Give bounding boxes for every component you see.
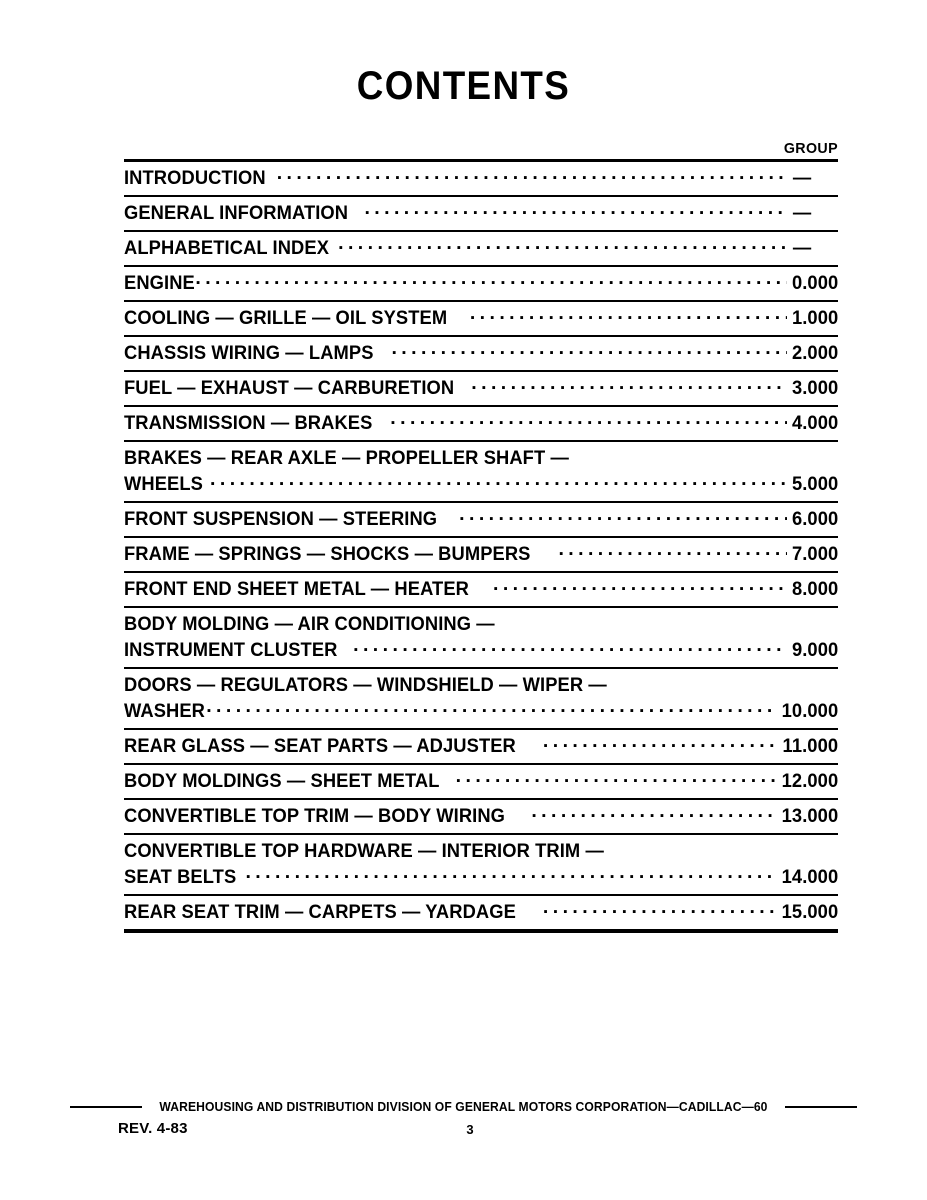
toc-entry-line (124, 376, 838, 401)
group-dash-marker: — (793, 237, 812, 259)
toc-entry-label: ALPHABETICAL INDEX (124, 237, 330, 259)
table-of-contents (124, 140, 838, 933)
toc-entry-line (124, 699, 838, 724)
toc-entry-line (124, 341, 838, 366)
group-number: 8.000 (791, 578, 838, 600)
toc-entry-label: BODY MOLDINGS — SHEET METAL (124, 770, 440, 792)
toc-row[interactable] (124, 372, 838, 405)
dot-leader (459, 507, 787, 525)
group-number: 6.000 (791, 508, 838, 530)
toc-row[interactable] (124, 407, 838, 440)
dot-leader (543, 734, 777, 752)
toc-entry-label: BODY MOLDING — AIR CONDITIONING — (124, 613, 495, 635)
toc-row[interactable] (124, 302, 838, 335)
footer-credit-text: WAREHOUSING AND DISTRIBUTION DIVISION OF GENERAL MOTORS CORPORATION—CADILLAC—60 (159, 1100, 768, 1114)
toc-row[interactable] (124, 162, 838, 195)
toc-row[interactable] (124, 538, 838, 571)
toc-entry-label: FRONT SUSPENSION — STEERING (124, 508, 438, 530)
toc-entry-line (124, 201, 838, 226)
toc-row[interactable] (124, 337, 838, 370)
toc-entry-label: WHEELS (124, 473, 203, 495)
dot-leader (531, 804, 775, 822)
toc-entry-line (124, 472, 838, 497)
group-number: 14.000 (781, 866, 838, 888)
dot-leader (471, 376, 786, 394)
toc-entry-line (124, 673, 838, 698)
footer-rule-left (70, 1106, 142, 1108)
toc-entry-label: SEAT BELTS (124, 866, 237, 888)
dot-leader (338, 236, 788, 254)
toc-entry-line (124, 411, 838, 436)
toc-row[interactable] (124, 896, 838, 929)
group-number: 12.000 (781, 770, 838, 792)
toc-entry-label: REAR SEAT TRIM — CARPETS — YARDAGE (124, 901, 516, 923)
group-number: 1.000 (791, 307, 838, 329)
toc-row[interactable] (124, 442, 838, 501)
toc-row[interactable] (124, 835, 838, 894)
toc-entry-line (124, 507, 838, 532)
toc-row[interactable] (124, 267, 838, 300)
footer-rule-right (785, 1106, 857, 1108)
dot-leader (195, 271, 786, 289)
group-number: 9.000 (791, 639, 838, 661)
toc-entry-line (124, 612, 838, 637)
dot-leader (390, 411, 786, 429)
toc-entry-label: ENGINE (124, 272, 195, 294)
toc-entry-line (124, 865, 838, 890)
toc-entry-label: CONVERTIBLE TOP HARDWARE — INTERIOR TRIM — (124, 840, 604, 862)
toc-entry-label: REAR GLASS — SEAT PARTS — ADJUSTER (124, 735, 516, 757)
toc-row[interactable] (124, 573, 838, 606)
dot-leader (364, 201, 788, 219)
group-column-header: GROUP (783, 140, 838, 157)
toc-entry-line (124, 446, 838, 471)
dot-leader (277, 166, 789, 184)
toc-entry-label: CHASSIS WIRING — LAMPS (124, 342, 374, 364)
toc-entry-label: FUEL — EXHAUST — CARBURETION (124, 377, 455, 399)
group-number: 4.000 (791, 412, 838, 434)
toc-entry-label: DOORS — REGULATORS — WINDSHIELD — WIPER — (124, 674, 607, 696)
toc-entry-label: INTRODUCTION (124, 167, 266, 189)
group-number: 15.000 (781, 901, 838, 923)
table-bottom-rule (124, 929, 838, 933)
toc-row[interactable] (124, 800, 838, 833)
toc-entry-label: FRAME — SPRINGS — SHOCKS — BUMPERS (124, 543, 531, 565)
toc-row[interactable] (124, 232, 838, 265)
group-number: 13.000 (781, 805, 838, 827)
dot-leader (493, 577, 787, 595)
toc-row[interactable] (124, 197, 838, 230)
toc-entry-label: FRONT END SHEET METAL — HEATER (124, 578, 469, 600)
dot-leader (210, 472, 787, 490)
group-number: 0.000 (791, 272, 838, 294)
toc-entry-line (124, 638, 838, 663)
toc-entry-line (124, 166, 838, 191)
toc-row[interactable] (124, 608, 838, 667)
toc-entry-line (124, 236, 838, 261)
group-number: 11.000 (782, 735, 838, 757)
dot-leader (470, 306, 787, 324)
toc-row[interactable] (124, 730, 838, 763)
toc-entry-line (124, 839, 838, 864)
dot-leader (543, 900, 776, 918)
toc-entry-line (124, 271, 838, 296)
toc-entry-label: COOLING — GRILLE — OIL SYSTEM (124, 307, 448, 329)
group-number: 10.000 (781, 700, 838, 722)
toc-entry-label: INSTRUMENT CLUSTER (124, 639, 338, 661)
toc-row[interactable] (124, 503, 838, 536)
toc-entry-line (124, 542, 838, 567)
dot-leader (245, 865, 775, 883)
page-number: 3 (466, 1122, 474, 1137)
toc-entry-label: CONVERTIBLE TOP TRIM — BODY WIRING (124, 805, 506, 827)
dot-leader (456, 769, 776, 787)
toc-row[interactable] (124, 765, 838, 798)
toc-entry-line (124, 900, 838, 925)
toc-entry-label: BRAKES — REAR AXLE — PROPELLER SHAFT — (124, 447, 569, 469)
toc-entry-line (124, 577, 838, 602)
toc-entry-line (124, 804, 838, 829)
revision-label: REV. 4-83 (118, 1120, 188, 1137)
group-dash-marker: — (793, 167, 812, 189)
toc-entry-label: GENERAL INFORMATION (124, 202, 349, 224)
dot-leader (206, 699, 776, 717)
toc-entry-label: TRANSMISSION — BRAKES (124, 412, 373, 434)
toc-entry-line (124, 769, 838, 794)
toc-entry-line (124, 306, 838, 331)
group-dash-marker: — (793, 202, 812, 224)
group-number: 2.000 (791, 342, 838, 364)
group-number: 3.000 (791, 377, 838, 399)
toc-entry-line (124, 734, 838, 759)
toc-row[interactable] (124, 669, 838, 728)
dot-leader (353, 638, 787, 656)
footer-credit-row (0, 1100, 927, 1114)
toc-entry-label: WASHER (124, 700, 206, 722)
toc-rows (124, 162, 838, 933)
group-number: 7.000 (791, 543, 838, 565)
dot-leader (558, 542, 786, 560)
dot-leader (391, 341, 786, 359)
page-title: CONTENTS (356, 64, 571, 108)
group-number: 5.000 (791, 473, 838, 495)
